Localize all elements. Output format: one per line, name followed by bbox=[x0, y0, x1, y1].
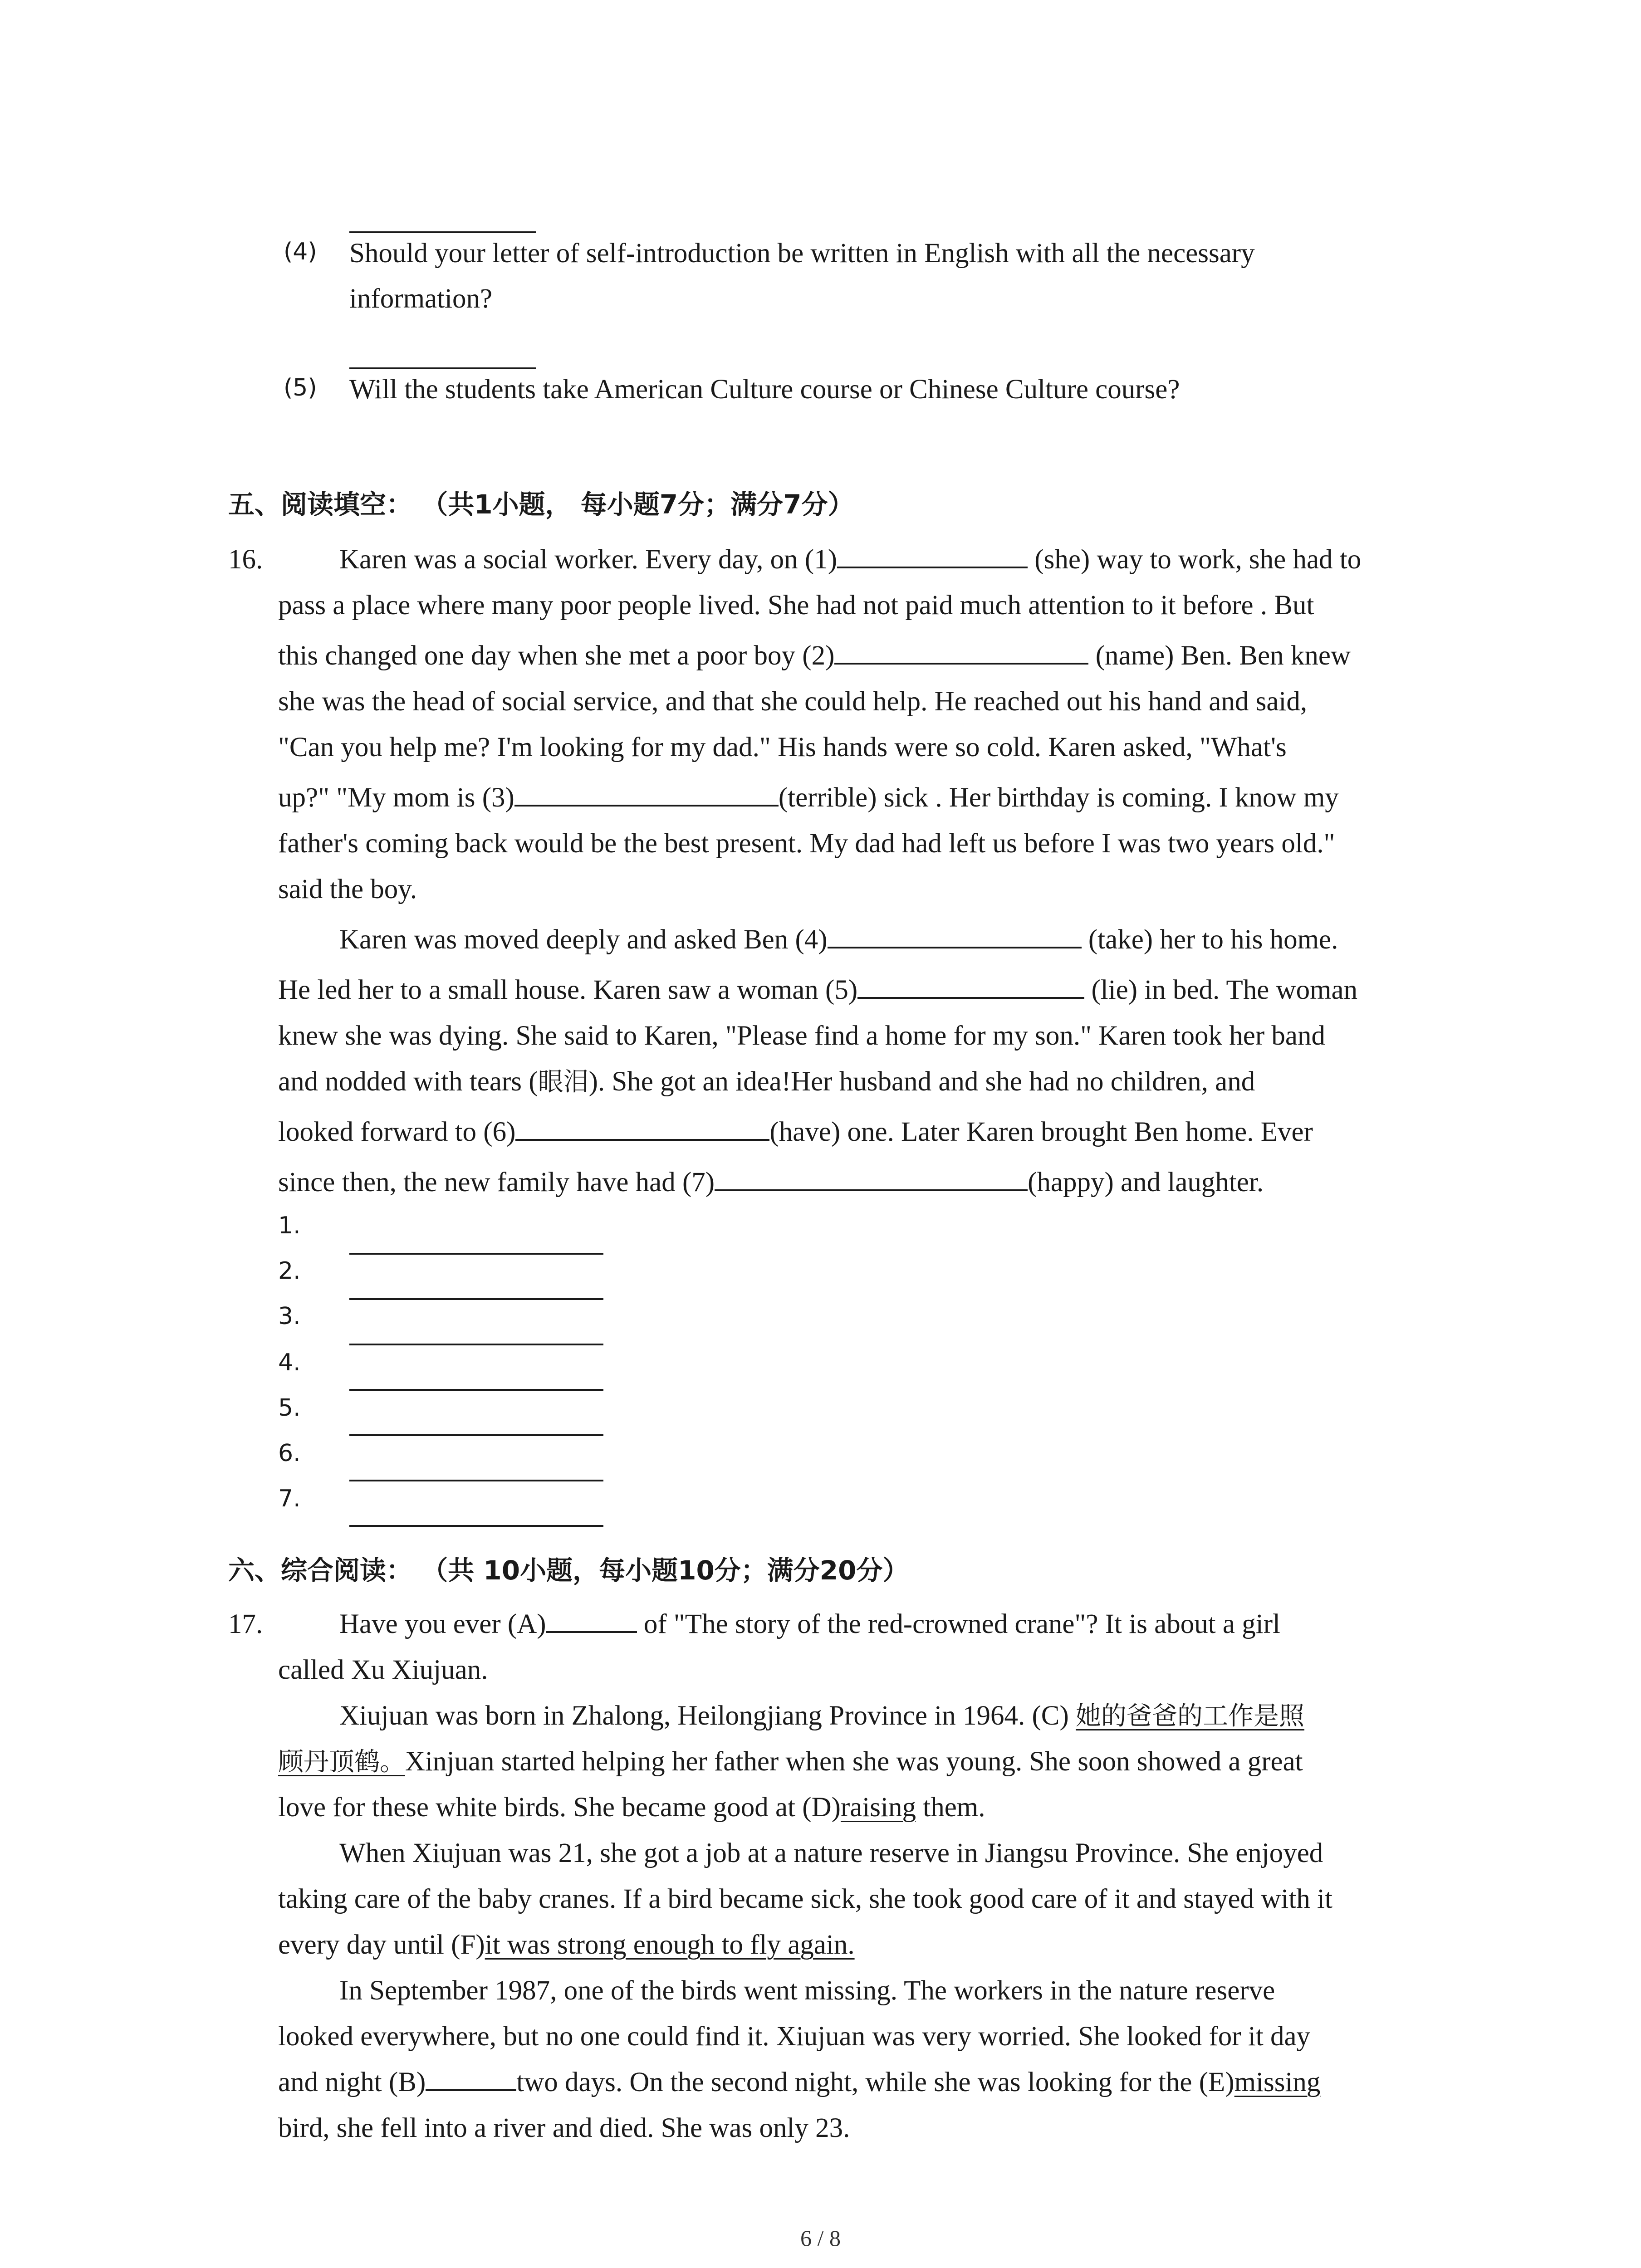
fill-blank-2[interactable] bbox=[834, 639, 1088, 665]
passage-line: Have you ever (A) of "The story of the red-crowned crane"? It is about a girl bbox=[339, 1601, 1280, 1647]
answer-line-4[interactable] bbox=[349, 1389, 603, 1391]
question-text: Will the students take American Culture course or Chinese Culture course? bbox=[349, 374, 1180, 405]
chinese-sentence: 顾丹顶鹤。 bbox=[278, 1747, 405, 1777]
passage-line: since then, the new family have had (7) (happy) and laughter. bbox=[278, 1159, 1264, 1205]
passage-line: every day until (F)it was strong enough to fly again. bbox=[278, 1930, 855, 1960]
question-text: Should your letter of self-introduction be written in English with all the necessary bbox=[349, 238, 1255, 269]
underlined-phrase: it was strong enough to fly again. bbox=[485, 1930, 855, 1960]
passage-line: and nodded with tears (眼泪). She got an idea!Her husband and she had no children, and bbox=[278, 1066, 1255, 1097]
question-text: information? bbox=[349, 284, 493, 314]
answer-index: 6. bbox=[278, 1440, 301, 1467]
answer-line-3[interactable] bbox=[349, 1344, 603, 1345]
chinese-sentence: 她的爸爸的工作是照 bbox=[1076, 1701, 1305, 1731]
answer-line-5[interactable] bbox=[349, 1434, 603, 1436]
passage-line: father's coming back would be the best present. My dad had left us before I was two years old." bbox=[278, 828, 1335, 859]
passage-line: 顾丹顶鹤。Xinjuan started helping her father when she was young. She soon showed a great bbox=[278, 1746, 1303, 1777]
answer-index: 7. bbox=[278, 1485, 301, 1512]
fill-blank-1[interactable] bbox=[837, 543, 1028, 568]
passage-line: taking care of the baby cranes. If a bird became sick, she took good care of it and stayed with it bbox=[278, 1884, 1332, 1914]
passage-line: said the boy. bbox=[278, 874, 417, 904]
answer-line-7[interactable] bbox=[349, 1525, 603, 1527]
passage-line: Karen was moved deeply and asked Ben (4) (take) her to his home. bbox=[339, 917, 1338, 963]
fill-blank-7[interactable] bbox=[715, 1166, 1028, 1191]
passage-line: love for these white birds. She became good at (D)raising them. bbox=[278, 1792, 985, 1823]
question-number: 17. bbox=[228, 1609, 263, 1639]
passage-line: bird, she fell into a river and died. She was only 23. bbox=[278, 2113, 850, 2143]
answer-line-1[interactable] bbox=[349, 1253, 603, 1255]
fill-blank-4[interactable] bbox=[828, 923, 1082, 948]
passage-line: Xiujuan was born in Zhalong, Heilongjiang Province in 1964. (C) 她的爸爸的工作是照 bbox=[339, 1701, 1305, 1731]
passage-line: looked forward to (6) (have) one. Later Karen brought Ben home. Ever bbox=[278, 1109, 1313, 1155]
fill-blank-B[interactable] bbox=[426, 2066, 516, 2091]
fill-blank-6[interactable] bbox=[515, 1115, 769, 1141]
fill-blank-A[interactable] bbox=[546, 1608, 637, 1633]
question-number: 16. bbox=[228, 544, 263, 575]
answer-line-6[interactable] bbox=[349, 1480, 603, 1481]
underlined-word: raising bbox=[840, 1792, 916, 1823]
passage-line: called Xu Xiujuan. bbox=[278, 1655, 488, 1685]
question-number: (5) bbox=[284, 374, 317, 401]
passage-line: up?" "My mom is (3) (terrible) sick . Her birthday is coming. I know my bbox=[278, 775, 1339, 821]
passage-line: He led her to a small house. Karen saw a woman (5) (lie) in bed. The woman bbox=[278, 967, 1357, 1013]
answer-line-2[interactable] bbox=[349, 1298, 603, 1300]
passage-line: pass a place where many poor people lived. She had not paid much attention to it before . But bbox=[278, 590, 1314, 621]
fill-blank-3[interactable] bbox=[514, 781, 779, 807]
answer-index: 1. bbox=[278, 1212, 301, 1239]
answer-index: 5. bbox=[278, 1394, 301, 1422]
passage-line: When Xiujuan was 21, she got a job at a nature reserve in Jiangsu Province. She enjoyed bbox=[339, 1838, 1323, 1868]
passage-line: and night (B) two days. On the second night, while she was looking for the (E)missing bbox=[278, 2059, 1320, 2105]
question-number: (4) bbox=[284, 238, 317, 265]
underlined-word: missing bbox=[1234, 2067, 1321, 2097]
passage-line: In September 1987, one of the birds went missing. The workers in the nature reserve bbox=[339, 1975, 1275, 2006]
section-heading: 六、综合阅读： （共 10小题，每小题10分；满分20分） bbox=[228, 1555, 909, 1586]
fill-blank-5[interactable] bbox=[857, 973, 1084, 999]
passage-line: Karen was a social worker. Every day, on (1) (she) way to work, she had to bbox=[339, 537, 1361, 582]
answer-index: 4. bbox=[278, 1349, 301, 1376]
page-number: 6 / 8 bbox=[800, 2225, 841, 2251]
answer-index: 2. bbox=[278, 1257, 301, 1285]
passage-line: she was the head of social service, and that she could help. He reached out his hand and said, bbox=[278, 686, 1308, 717]
answer-index: 3. bbox=[278, 1303, 301, 1330]
passage-line: looked everywhere, but no one could find it. Xiujuan was very worried. She looked for it day bbox=[278, 2021, 1311, 2052]
passage-line: this changed one day when she met a poor boy (2) (name) Ben. Ben knew bbox=[278, 633, 1351, 679]
passage-line: knew she was dying. She said to Karen, "Please find a home for my son." Karen took her band bbox=[278, 1021, 1325, 1051]
passage-line: "Can you help me? I'm looking for my dad." His hands were so cold. Karen asked, "What's bbox=[278, 732, 1287, 763]
section-heading: 五、阅读填空： （共1小题， 每小题7分；满分7分） bbox=[228, 489, 854, 520]
